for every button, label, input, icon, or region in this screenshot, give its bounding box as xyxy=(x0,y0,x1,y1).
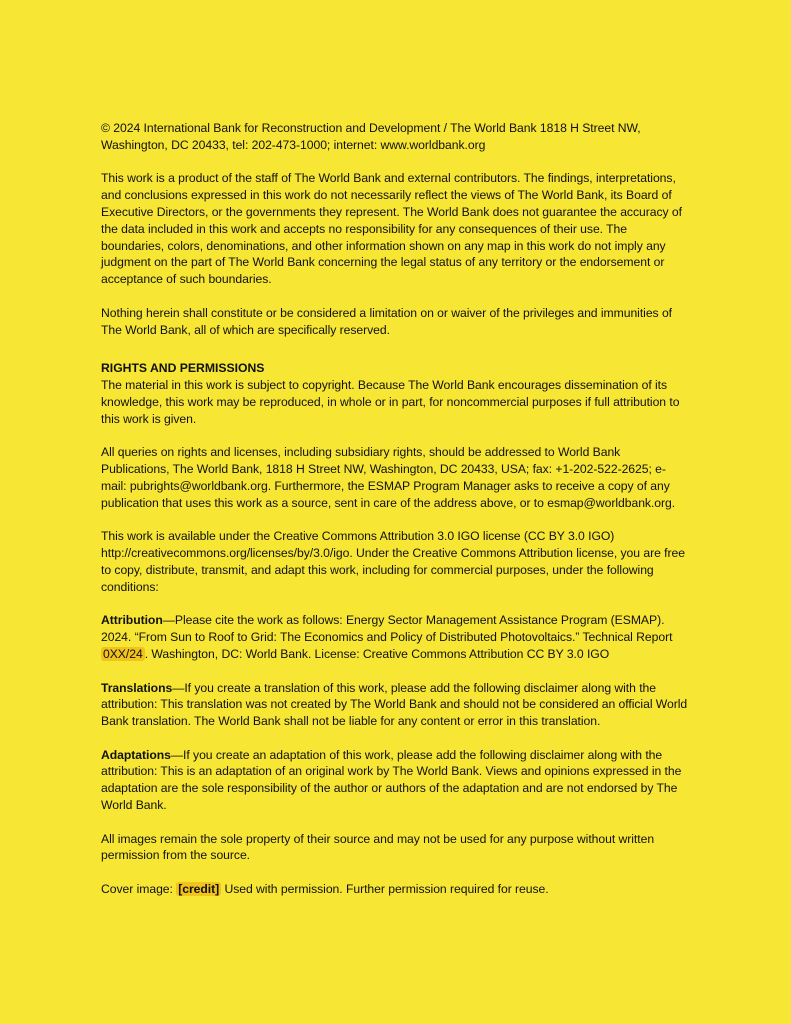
report-number-highlight: 0XX/24 xyxy=(103,646,143,661)
rights-intro-paragraph: The material in this work is subject to copyright. Because The World Bank encourages dissemination of its knowledge, this work may be reproduced, in whole or in part, for noncommercial purposes if full attribution to this work is given. xyxy=(101,378,680,426)
images-note-paragraph: All images remain the sole property of their source and may not be used for any purpose without written permission from the source. xyxy=(101,831,655,863)
disclaimer-paragraph: This work is a product of the staff of The World Bank and external contributors. The findings, interpretations, and conclusions expressed in this work do not necessarily reflect the views of The World Bank, its Board of Executive Directors, or the governments they represent. The World Bank does not guarantee the accuracy of the data included in this work and accepts no responsibility for any consequences of their use. The boundaries, colors, denominations, and other information shown on any map in this work do not imply any judgment on the part of The World Bank concerning the legal status of any territory or the endorsement or acceptance of such boundaries. xyxy=(101,171,682,287)
translations-paragraph xyxy=(101,680,691,730)
attribution-label: Attribution xyxy=(101,613,163,628)
immunities-paragraph: Nothing herein shall constitute or be considered a limitation on or waiver of the privileges and immunities of The World Bank, all of which are specifically reserved. xyxy=(101,305,673,337)
adaptations-label: Adaptations xyxy=(101,747,171,762)
license-paragraph: This work is available under the Creative Commons Attribution 3.0 IGO license (CC BY 3.0 IGO) http://creativecommons.org/licenses/by/3.0/igo. Under the Creative Commons Attribution license, you are free to copy, distribute, transmit, and adapt this work, including for commercial purposes, under the following conditions: xyxy=(101,529,685,594)
translations-label: Translations xyxy=(101,680,173,695)
cover-credit-highlight: [credit] xyxy=(178,882,220,897)
attribution-paragraph xyxy=(101,612,691,662)
adaptations-paragraph xyxy=(101,747,691,814)
cover-image-credit-line xyxy=(101,881,691,898)
cover-prefix: Cover image: xyxy=(101,882,177,897)
copyright-notice: © 2024 International Bank for Reconstruction and Development / The World Bank 1818 H Street NW, Washington, DC 20433, tel: 202-473-1000; internet: www.worldbank.org xyxy=(101,121,641,152)
cover-suffix: Used with permission. Further permission required for reuse. xyxy=(221,882,549,897)
rights-heading: RIGHTS AND PERMISSIONS xyxy=(101,361,265,376)
rights-queries-paragraph: All queries on rights and licenses, including subsidiary rights, should be addressed to World Bank Publications, The World Bank, 1818 H Street NW, Washington, DC 20433, USA; fax: +1-202-522-2625; e-mail: pubrights@worldbank.org. Furthermore, the ESMAP Program Manager asks to receive a copy of any publication that uses this work as a source, sent in care of the address above, or to esmap@worldbank.org. xyxy=(101,445,676,510)
attribution-text-after: . Washington, DC: World Bank. License: Creative Commons Attribution CC BY 3.0 IGO xyxy=(144,646,610,661)
attribution-text-before: —Please cite the work as follows: Energy Sector Management Assistance Program (ESMAP). 2024. “From Sun to Roof to Grid: The Economics and Policy of Distributed Photovoltaics.” Technical Report xyxy=(101,613,673,645)
adaptations-text: —If you create an adaptation of this work, please add the following disclaimer along with the attribution: This is an adaptation of an original work by The World Bank. Views and opinions expressed in the adaptation are the sole responsibility of the author or authors of the adaptation and are not endorsed by The World Bank. xyxy=(101,747,682,813)
translations-text: —If you create a translation of this work, please add the following disclaimer along with the attribution: This translation was not created by The World Bank and should not be considered an official World Bank translation. The World Bank shall not be liable for any content or error in this translation. xyxy=(101,680,688,729)
